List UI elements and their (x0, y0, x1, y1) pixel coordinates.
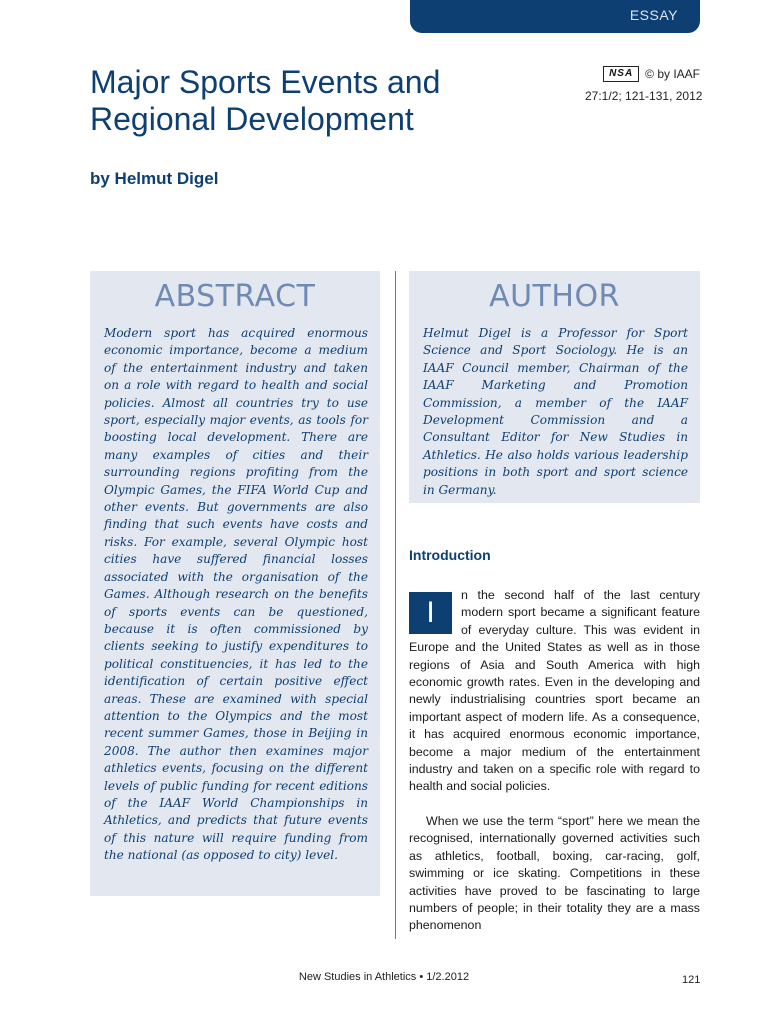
citation: 27:1/2; 121-131, 2012 (585, 89, 703, 103)
author-box (409, 271, 700, 503)
journal-info (585, 66, 703, 103)
drop-cap: I (409, 592, 452, 634)
copyright-notice: © by IAAF (645, 67, 700, 81)
introduction-paragraph-1: n the second half of the last century modern sport became a significant feature of everyday culture. This was evident in Europe and the United States as well as in those regions of Asia and South America with high economic growth rates. Even in the developing and newly industrialising countries sport became an important aspect of modern life. As a consequence, it has acquired enormous economic importance, become a major medium of the entertainment industry and taken on a specific role with regard to health and social policies. (409, 588, 700, 794)
abstract-box (90, 271, 380, 896)
article-title: Major Sports Events and Regional Development (90, 64, 441, 137)
section-label: ESSAY (629, 7, 678, 23)
footer-journal: New Studies in Athletics • 1/2.2012 (298, 971, 470, 983)
abstract-heading: ABSTRACT (154, 279, 316, 314)
introduction-body (409, 587, 700, 935)
author-heading: AUTHOR (489, 279, 620, 314)
column-divider (395, 271, 396, 939)
introduction-paragraph-2: When we use the term “sport” here we mean the recognised, internationally governed activities such as athletics, football, boxing, car-racing, golf, swimming or ice skating. Competitions in these activities have proved to be fascinating to large numbers of people; in their totality they are a mass phenomenon (409, 813, 700, 933)
page-number: 121 (682, 974, 701, 986)
abstract-text: Modern sport has acquired enormous economic importance, become a medium of the entertainment industry and taken on a role with regard to health and social policies. Almost all countries try to use sport, especially major events, as tools for boosting local development. There are many examples of cities and their surrounding regions profiting from the Olympic Games, the FIFA World Cup and other events. But governments are also finding that such events have costs and risks. For example, several Olympic host cities have suffered financial losses associated with the organisation of the Games. Although research on the benefits of sports events can be questioned, because it is often commissioned by clients seeking to justify expenditures to political constituencies, it has led to the identification of certain positive effect areas. These are examined with special attention to the Olympics and the most recent summer Games, those in Beijing in 2008. The author then examines major athletics events, focusing on the different levels of public funding for recent editions of the IAAF World Championships in Athletics, and predicts that future events of this nature will require funding from the national (as opposed to city) level. (104, 326, 368, 863)
nsa-logo-icon: NSA (603, 66, 639, 82)
introduction-heading: Introduction (409, 547, 491, 563)
section-tab (410, 0, 700, 33)
article-byline: by Helmut Digel (90, 169, 219, 188)
author-text: Helmut Digel is a Professor for Sport Science and Sport Sociology. He is an IAAF Council member, Chairman of the IAAF Marketing and Promotion Commission, a member of the IAAF Development Commission and a Consultant Editor for New Studies in Athletics. He also holds various leadership positions in both sport and sport science in Germany. (423, 326, 688, 497)
